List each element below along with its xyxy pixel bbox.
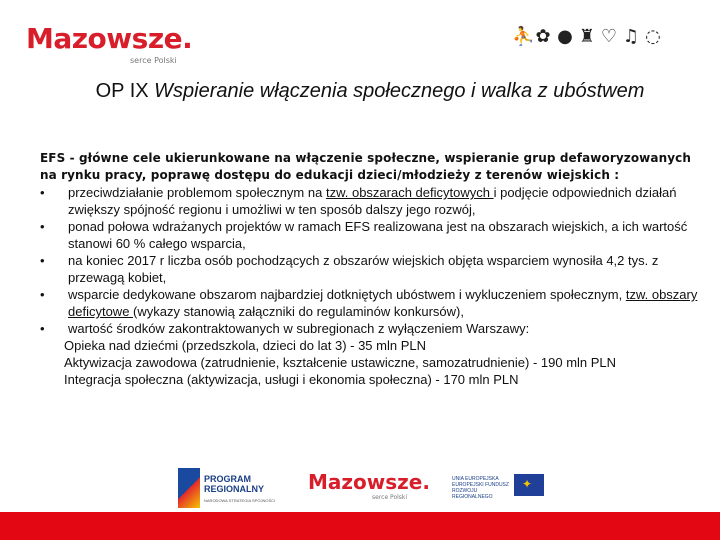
eu-text: UNIA EUROPEJSKA EUROPEJSKI FUNDUSZ ROZWOJU REGIONALNEGO	[452, 476, 509, 500]
bubble-icon: ●	[557, 26, 573, 47]
figure-icon: ⛹	[512, 26, 535, 47]
subregion-values	[40, 337, 712, 388]
castle-icon: ♜	[578, 26, 596, 47]
bullet-item: • wartość środków zakontraktowanych w subregionach z wyłączeniem Warszawy:	[40, 320, 712, 337]
bullet-item: • ponad połowa wdrażanych projektów w ramach EFS realizowana jest na obszarach wiejskich, a ich wartość stanowi 60 % całego wsparcia,	[40, 218, 712, 252]
header-logo-sub: serce Polski	[130, 56, 177, 65]
bullet-item: • wsparcie dedykowane obszarom najbardziej dotkniętych ubóstwem i wykluczeniem społecznym, tzw. obszary deficytowe (wykazy stanowią załączniki do regulaminów konkursów),	[40, 286, 712, 320]
header-logo	[26, 22, 193, 65]
header-icon-row	[512, 26, 662, 48]
footer-logo-sub: serce Polski	[372, 494, 408, 501]
heart-icon: ♡	[600, 26, 618, 47]
footer-logos	[0, 458, 720, 518]
bullet-item: • na koniec 2017 r liczba osób pochodzących z obszarów wiejskich objęta wsparciem wynosiła 4,2 tys. z przewagą kobiet,	[40, 252, 712, 286]
eu-flag-icon	[514, 474, 544, 496]
program-regionalny-logo	[178, 468, 288, 512]
bullet-list	[40, 184, 712, 337]
program-logo-text: PROGRAM REGIONALNY	[204, 474, 265, 494]
music-note-icon: ♫	[622, 26, 640, 47]
intro-text: EFS - główne cele ukierunkowane na włączenie społeczne, wspieranie grup defaworyzowanych na rynku pracy, poprawę dostępu do edukacji dzieci/młodzieży z terenów wiejskich :	[40, 151, 691, 182]
flower-icon: ✿	[535, 26, 551, 47]
subregion-line: Integracja społeczna (aktywizacja, usługi i ekonomia społeczna) - 170 mln PLN	[64, 372, 519, 387]
slide-title	[60, 78, 680, 104]
bottom-red-bar	[0, 512, 720, 540]
bullet-item: • przeciwdziałanie problemom społecznym na tzw. obszarach deficytowych i podjęcie odpowiednich działań zwiększy spójność regionu i umożliwi w ten sposób dalszy jego rozwój,	[40, 184, 712, 218]
slide-content	[40, 150, 712, 388]
star-icon	[178, 468, 200, 508]
title-prefix: OP IX	[95, 80, 155, 102]
subregion-line: Aktywizacja zawodowa (zatrudnienie, kształcenie ustawiczne, samozatrudnienie) - 190 mln PLN	[64, 355, 617, 370]
header-logo-text: Mazowsze.	[26, 22, 193, 55]
subregion-line: Opieka nad dziećmi (przedszkola, dzieci do lat 3) - 35 mln PLN	[64, 338, 426, 353]
swirl-icon: ◌	[645, 26, 661, 47]
title-italic: Wspieranie włączenia społecznego i walka z ubóstwem	[154, 80, 645, 102]
program-logo-small: NARODOWA STRATEGIA SPÓJNOŚCI	[204, 498, 276, 503]
footer-mazowsze-logo: Mazowsze. serce Polski	[308, 470, 430, 501]
